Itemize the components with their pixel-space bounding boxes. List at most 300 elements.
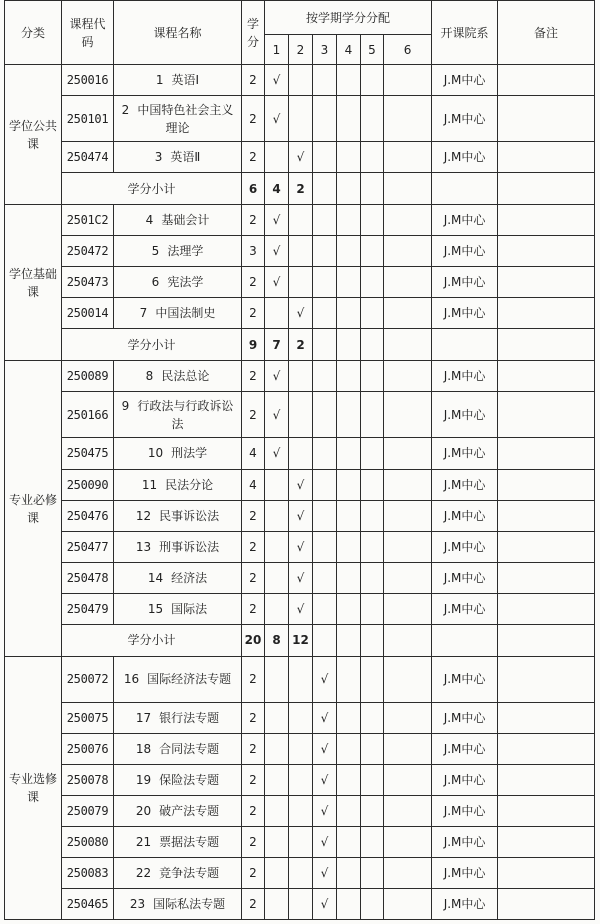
- course-title: 行政法与行政诉讼法: [137, 398, 234, 431]
- course-title: 中国法制史: [155, 306, 216, 321]
- semester-cell-5: [361, 888, 384, 919]
- course-code: 250166: [62, 392, 114, 438]
- semester-cell-5: [361, 826, 384, 857]
- course-title: 竞争法专题: [159, 865, 220, 880]
- course-row: [5, 702, 595, 733]
- course-credit: 2: [242, 392, 265, 438]
- course-name: [114, 764, 242, 795]
- course-credit: 2: [242, 142, 265, 173]
- course-row: [5, 826, 595, 857]
- semester-cell-3: [313, 236, 337, 267]
- course-remarks: [498, 392, 595, 438]
- course-department: J.M中心: [432, 392, 498, 438]
- course-code: 250472: [62, 236, 114, 267]
- semester-cell-4: [337, 65, 361, 96]
- course-number: 12: [135, 508, 152, 523]
- course-row: [5, 298, 595, 329]
- course-title: 英语Ⅱ: [170, 150, 201, 165]
- course-remarks: [498, 236, 595, 267]
- semester-cell-3: √: [313, 826, 337, 857]
- semester-cell-1: [265, 500, 289, 531]
- course-credit: 2: [242, 298, 265, 329]
- course-code: 250083: [62, 857, 114, 888]
- subtotal-credit: 6: [242, 173, 265, 205]
- course-credit: 2: [242, 702, 265, 733]
- semester-cell-1: [265, 531, 289, 562]
- semester-cell-1: [265, 702, 289, 733]
- course-code: 250475: [62, 438, 114, 469]
- semester-cell-6: [384, 857, 432, 888]
- course-code: 250079: [62, 795, 114, 826]
- semester-cell-5: [361, 298, 384, 329]
- course-row: [5, 500, 595, 531]
- subtotal-row: [5, 173, 595, 205]
- semester-cell-2: √: [289, 469, 313, 500]
- semester-cell-2: √: [289, 593, 313, 624]
- subtotal-row: [5, 624, 595, 656]
- subtotal-semester-1: 8: [265, 624, 289, 656]
- semester-cell-4: [337, 469, 361, 500]
- subtotal-credit: 9: [242, 329, 265, 361]
- course-name: [114, 469, 242, 500]
- semester-cell-5: [361, 469, 384, 500]
- semester-cell-1: √: [265, 96, 289, 142]
- semester-cell-1: [265, 795, 289, 826]
- semester-cell-4: [337, 298, 361, 329]
- semester-cell-1: [265, 764, 289, 795]
- header-semester-group: 按学期学分分配: [265, 1, 432, 35]
- course-number: 3: [154, 150, 163, 165]
- course-number: 1: [155, 73, 164, 88]
- header-remarks: 备注: [498, 1, 595, 65]
- semester-cell-1: [265, 888, 289, 919]
- curriculum-table: [4, 0, 595, 920]
- subtotal-label: 学分小计: [62, 173, 242, 205]
- semester-cell-2: [289, 702, 313, 733]
- course-remarks: [498, 267, 595, 298]
- semester-cell-3: √: [313, 733, 337, 764]
- semester-cell-3: [313, 361, 337, 392]
- semester-cell-5: [361, 795, 384, 826]
- semester-cell-5: [361, 438, 384, 469]
- course-remarks: [498, 702, 595, 733]
- semester-cell-3: √: [313, 857, 337, 888]
- course-department: J.M中心: [432, 96, 498, 142]
- course-department: J.M中心: [432, 733, 498, 764]
- subtotal-remarks: [498, 329, 595, 361]
- course-number: 17: [135, 710, 152, 725]
- course-name: [114, 888, 242, 919]
- header-semester-2: 2: [289, 35, 313, 65]
- course-title: 国际法: [171, 601, 208, 616]
- semester-cell-3: √: [313, 764, 337, 795]
- course-number: 9: [121, 398, 130, 413]
- semester-cell-2: √: [289, 298, 313, 329]
- course-name: [114, 702, 242, 733]
- semester-cell-6: [384, 826, 432, 857]
- semester-cell-6: [384, 764, 432, 795]
- course-title: 破产法专题: [159, 803, 220, 818]
- course-name: [114, 857, 242, 888]
- semester-cell-6: [384, 531, 432, 562]
- course-title: 经济法: [171, 570, 208, 585]
- semester-cell-2: √: [289, 500, 313, 531]
- course-name: [114, 361, 242, 392]
- subtotal-department: [432, 624, 498, 656]
- subtotal-department: [432, 173, 498, 205]
- semester-cell-5: [361, 142, 384, 173]
- semester-cell-5: [361, 361, 384, 392]
- course-number: 10: [147, 446, 164, 461]
- course-code: 250478: [62, 562, 114, 593]
- course-name: [114, 236, 242, 267]
- course-name: [114, 267, 242, 298]
- semester-cell-2: [289, 857, 313, 888]
- course-code: 250078: [62, 764, 114, 795]
- course-number: 11: [141, 477, 158, 492]
- semester-cell-1: [265, 656, 289, 702]
- course-credit: 2: [242, 764, 265, 795]
- course-row: [5, 267, 595, 298]
- semester-cell-2: [289, 236, 313, 267]
- course-credit: 2: [242, 96, 265, 142]
- semester-cell-3: [313, 205, 337, 236]
- course-code: 250016: [62, 65, 114, 96]
- course-code: 250089: [62, 361, 114, 392]
- course-remarks: [498, 205, 595, 236]
- course-row: [5, 795, 595, 826]
- semester-cell-3: √: [313, 888, 337, 919]
- semester-cell-5: [361, 764, 384, 795]
- course-name: [114, 562, 242, 593]
- header-semester-6: 6: [384, 35, 432, 65]
- semester-cell-6: [384, 656, 432, 702]
- semester-cell-3: √: [313, 656, 337, 702]
- header-code: 课程代码: [62, 1, 114, 65]
- semester-cell-4: [337, 702, 361, 733]
- course-credit: 2: [242, 205, 265, 236]
- course-credit: 2: [242, 65, 265, 96]
- subtotal-semester-1: 4: [265, 173, 289, 205]
- course-code: 250080: [62, 826, 114, 857]
- semester-cell-4: [337, 857, 361, 888]
- course-code: 250476: [62, 500, 114, 531]
- semester-cell-2: [289, 65, 313, 96]
- course-remarks: [498, 298, 595, 329]
- course-row: [5, 733, 595, 764]
- course-title: 刑事诉讼法: [159, 539, 220, 554]
- semester-cell-5: [361, 562, 384, 593]
- semester-cell-4: [337, 96, 361, 142]
- course-title: 宪法学: [167, 275, 204, 290]
- semester-cell-3: [313, 392, 337, 438]
- course-remarks: [498, 65, 595, 96]
- semester-cell-6: [384, 205, 432, 236]
- course-department: J.M中心: [432, 361, 498, 392]
- course-name: [114, 795, 242, 826]
- course-row: [5, 531, 595, 562]
- header-semester-4: 4: [337, 35, 361, 65]
- course-number: 19: [135, 772, 152, 787]
- subtotal-department: [432, 329, 498, 361]
- subtotal-label: 学分小计: [62, 329, 242, 361]
- course-row: [5, 236, 595, 267]
- semester-cell-4: [337, 142, 361, 173]
- semester-cell-4: [337, 795, 361, 826]
- semester-cell-6: [384, 888, 432, 919]
- semester-cell-3: [313, 531, 337, 562]
- semester-cell-3: [313, 469, 337, 500]
- course-remarks: [498, 562, 595, 593]
- semester-cell-2: [289, 656, 313, 702]
- semester-cell-1: √: [265, 65, 289, 96]
- course-number: 20: [135, 803, 152, 818]
- semester-cell-1: √: [265, 438, 289, 469]
- course-name: [114, 733, 242, 764]
- semester-cell-4: [337, 733, 361, 764]
- course-title: 票据法专题: [159, 834, 220, 849]
- course-credit: 2: [242, 361, 265, 392]
- subtotal-credit: 20: [242, 624, 265, 656]
- semester-cell-4: [337, 361, 361, 392]
- course-row: [5, 857, 595, 888]
- course-department: J.M中心: [432, 469, 498, 500]
- category-label: 专业必修课: [5, 361, 62, 656]
- course-remarks: [498, 438, 595, 469]
- semester-cell-6: [384, 593, 432, 624]
- category-label: 学位公共课: [5, 65, 62, 205]
- semester-cell-2: [289, 205, 313, 236]
- semester-cell-5: [361, 267, 384, 298]
- course-code: 250479: [62, 593, 114, 624]
- course-department: J.M中心: [432, 656, 498, 702]
- semester-cell-6: [384, 267, 432, 298]
- subtotal-semester-4: [337, 173, 361, 205]
- course-department: J.M中心: [432, 205, 498, 236]
- course-code: 250473: [62, 267, 114, 298]
- semester-cell-1: √: [265, 205, 289, 236]
- course-code: 2501C2: [62, 205, 114, 236]
- semester-cell-3: [313, 65, 337, 96]
- course-remarks: [498, 888, 595, 919]
- course-credit: 2: [242, 562, 265, 593]
- course-department: J.M中心: [432, 142, 498, 173]
- course-code: 250014: [62, 298, 114, 329]
- semester-cell-4: [337, 826, 361, 857]
- semester-cell-3: [313, 267, 337, 298]
- course-title: 民事诉讼法: [159, 508, 220, 523]
- course-row: [5, 361, 595, 392]
- header-category: 分类: [5, 1, 62, 65]
- course-title: 合同法专题: [159, 741, 220, 756]
- course-number: 14: [147, 570, 164, 585]
- course-remarks: [498, 764, 595, 795]
- semester-cell-3: [313, 593, 337, 624]
- course-remarks: [498, 593, 595, 624]
- subtotal-remarks: [498, 624, 595, 656]
- semester-cell-6: [384, 392, 432, 438]
- semester-cell-6: [384, 733, 432, 764]
- semester-cell-2: [289, 733, 313, 764]
- course-name: [114, 96, 242, 142]
- course-code: 250477: [62, 531, 114, 562]
- semester-cell-4: [337, 764, 361, 795]
- subtotal-semester-2: 12: [289, 624, 313, 656]
- course-department: J.M中心: [432, 438, 498, 469]
- course-row: [5, 438, 595, 469]
- semester-cell-1: [265, 562, 289, 593]
- semester-cell-5: [361, 733, 384, 764]
- category-label: 专业选修课: [5, 656, 62, 919]
- course-remarks: [498, 361, 595, 392]
- semester-cell-4: [337, 593, 361, 624]
- semester-cell-2: [289, 764, 313, 795]
- course-name: [114, 438, 242, 469]
- course-remarks: [498, 733, 595, 764]
- course-row: [5, 656, 595, 702]
- semester-cell-2: [289, 795, 313, 826]
- semester-cell-4: [337, 236, 361, 267]
- course-credit: 2: [242, 500, 265, 531]
- semester-cell-2: [289, 96, 313, 142]
- course-number: 15: [147, 601, 164, 616]
- semester-cell-6: [384, 142, 432, 173]
- course-department: J.M中心: [432, 702, 498, 733]
- semester-cell-2: [289, 826, 313, 857]
- course-number: 2: [121, 102, 130, 117]
- course-number: 21: [135, 834, 152, 849]
- semester-cell-6: [384, 562, 432, 593]
- course-row: [5, 562, 595, 593]
- semester-cell-3: [313, 500, 337, 531]
- course-department: J.M中心: [432, 500, 498, 531]
- semester-cell-4: [337, 888, 361, 919]
- course-code: 250474: [62, 142, 114, 173]
- semester-cell-3: [313, 96, 337, 142]
- semester-cell-2: √: [289, 531, 313, 562]
- semester-cell-1: [265, 142, 289, 173]
- semester-cell-5: [361, 65, 384, 96]
- header-name: 课程名称: [114, 1, 242, 65]
- course-department: J.M中心: [432, 764, 498, 795]
- course-code: 250072: [62, 656, 114, 702]
- semester-cell-3: [313, 298, 337, 329]
- course-department: J.M中心: [432, 562, 498, 593]
- semester-cell-4: [337, 500, 361, 531]
- course-name: [114, 656, 242, 702]
- course-name: [114, 593, 242, 624]
- semester-cell-2: √: [289, 562, 313, 593]
- semester-cell-5: [361, 531, 384, 562]
- subtotal-semester-3: [313, 173, 337, 205]
- course-name: [114, 531, 242, 562]
- course-remarks: [498, 857, 595, 888]
- course-name: [114, 298, 242, 329]
- course-title: 银行法专题: [159, 710, 220, 725]
- semester-cell-6: [384, 236, 432, 267]
- semester-cell-5: [361, 857, 384, 888]
- course-number: 23: [129, 896, 146, 911]
- subtotal-semester-4: [337, 624, 361, 656]
- subtotal-semester-5: [361, 624, 384, 656]
- course-row: [5, 593, 595, 624]
- semester-cell-5: [361, 656, 384, 702]
- semester-cell-2: [289, 392, 313, 438]
- semester-cell-5: [361, 702, 384, 733]
- course-title: 国际经济法专题: [147, 672, 232, 687]
- course-number: 16: [123, 672, 140, 687]
- semester-cell-4: [337, 438, 361, 469]
- course-code: 250465: [62, 888, 114, 919]
- course-title: 基础会计: [161, 213, 210, 228]
- course-credit: 2: [242, 267, 265, 298]
- subtotal-semester-5: [361, 329, 384, 361]
- course-number: 6: [151, 275, 160, 290]
- course-credit: 2: [242, 857, 265, 888]
- course-title: 国际私法专题: [153, 896, 226, 911]
- semester-cell-4: [337, 562, 361, 593]
- semester-cell-2: [289, 361, 313, 392]
- semester-cell-1: √: [265, 267, 289, 298]
- semester-cell-3: √: [313, 702, 337, 733]
- semester-cell-1: [265, 826, 289, 857]
- semester-cell-6: [384, 795, 432, 826]
- subtotal-semester-3: [313, 624, 337, 656]
- course-credit: 3: [242, 236, 265, 267]
- subtotal-remarks: [498, 173, 595, 205]
- course-department: J.M中心: [432, 531, 498, 562]
- course-title: 法理学: [167, 244, 204, 259]
- subtotal-semester-4: [337, 329, 361, 361]
- semester-cell-1: [265, 469, 289, 500]
- course-number: 13: [135, 539, 152, 554]
- semester-cell-5: [361, 500, 384, 531]
- course-row: [5, 764, 595, 795]
- semester-cell-6: [384, 65, 432, 96]
- subtotal-semester-5: [361, 173, 384, 205]
- course-remarks: [498, 469, 595, 500]
- course-row: [5, 469, 595, 500]
- course-code: 250076: [62, 733, 114, 764]
- course-department: J.M中心: [432, 795, 498, 826]
- course-department: J.M中心: [432, 236, 498, 267]
- course-row: [5, 888, 595, 919]
- course-remarks: [498, 531, 595, 562]
- course-code: 250101: [62, 96, 114, 142]
- subtotal-semester-2: 2: [289, 329, 313, 361]
- course-credit: 4: [242, 438, 265, 469]
- course-remarks: [498, 142, 595, 173]
- semester-cell-5: [361, 96, 384, 142]
- header-semester-1: 1: [265, 35, 289, 65]
- course-credit: 4: [242, 469, 265, 500]
- semester-cell-3: [313, 438, 337, 469]
- semester-cell-3: [313, 562, 337, 593]
- header-department: 开课院系: [432, 1, 498, 65]
- course-department: J.M中心: [432, 888, 498, 919]
- course-department: J.M中心: [432, 298, 498, 329]
- course-remarks: [498, 500, 595, 531]
- course-title: 英语Ⅰ: [171, 73, 200, 88]
- course-row: [5, 392, 595, 438]
- course-number: 4: [145, 213, 154, 228]
- course-title: 民法总论: [161, 369, 210, 384]
- semester-cell-4: [337, 531, 361, 562]
- course-remarks: [498, 96, 595, 142]
- semester-cell-3: √: [313, 795, 337, 826]
- course-department: J.M中心: [432, 593, 498, 624]
- course-number: 18: [135, 741, 152, 756]
